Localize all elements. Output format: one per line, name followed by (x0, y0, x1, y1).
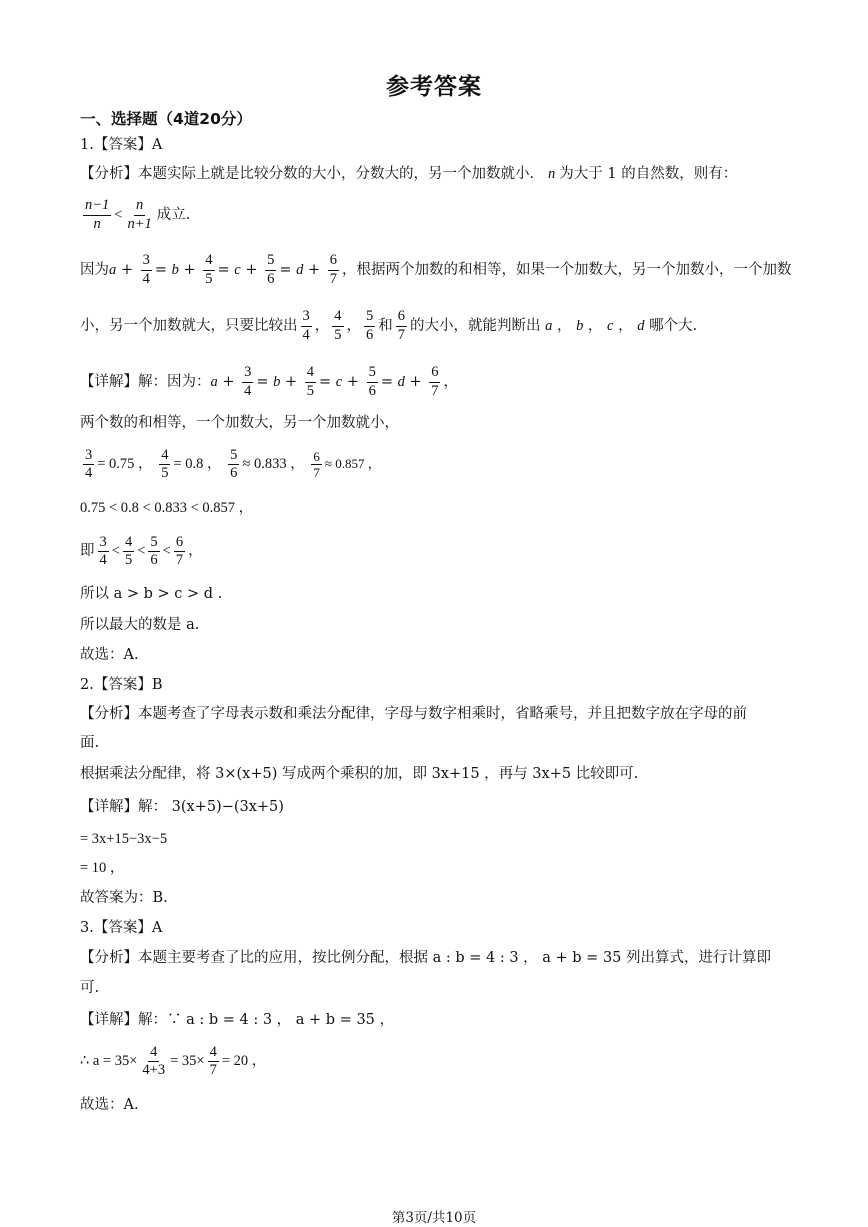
q1-inequality: $\frac{n-1}{n}$ < $\frac{n}{n+1}$ 成立. (85, 197, 191, 232)
q2-choice: 故答案为：B. (80, 890, 168, 906)
q1-detail: 【详解】解：因为：a + $\frac{3}{4}$ = b + $\frac{4}{5}$ = c + $\frac{5}{6}$ = d + $\frac{6}{7}$ ， (80, 364, 458, 399)
q1-analysis: 【分析】本题实际上就是比较分数的大小，分数大的，另一个加数就小． n 为大于 1 的自然数，则有： (80, 166, 738, 182)
q3-analysis-2: 可. (80, 980, 100, 996)
q1-approximations: $\frac{3}{4}$ = 0.75 ， $\frac{4}{5}$ = 0.8 ， $\frac{5}{6}$ ≈ 0.833 ， $\frac{6}{7}$ ≈ 0.857 ， (85, 446, 381, 482)
q3-detail-1: 【详解】解：∵ a : b = 4 : 3 ， a + b = 35 ， (80, 1012, 395, 1028)
q1-max: 所以最大的数是 a. (80, 617, 200, 633)
q1-decimal-order: 0.75 < 0.8 < 0.833 < 0.857 ， (80, 500, 254, 516)
q1-compare-line: 小，另一个加数就大，只要比较出 $\frac{3}{4}$ ， $\frac{4}{5}$ ， $\frac{5}{6}$ 和 $\frac{6}{7}$ 的大小，就能判断出 a ， b ， c ， d 哪个大. (80, 308, 698, 343)
q1-choice: 故选：A. (80, 647, 139, 663)
q2-analysis-1: 【分析】本题考查了字母表示数和乘法分配律，字母与数字相乘时，省略乘号，并且把数字放在字母的前 (80, 706, 747, 722)
q2-analysis-3: 根据乘法分配律，将 3×(x+5) 写成两个乘积的加，即 3x+15 ，再与 3x+5 比较即可. (80, 766, 639, 782)
q3-choice: 故选：A. (80, 1097, 139, 1113)
q3-calculation: ∴ a = 35× $\frac{4}{4+3}$ = 35× $\frac{4}{7}$ = 20 ， (80, 1043, 267, 1079)
q1-because-line: 因为a + $\frac{3}{4}$ = b + $\frac{4}{5}$ = c + $\frac{5}{6}$ = d + $\frac{6}{7}$ ，根据两个加数的和相等，如果一个加数大，另一个加数小，一个加数 (80, 252, 792, 287)
q1-answer: 1.【答案】A (80, 137, 163, 153)
q2-detail-2: = 3x+15−3x−5 (80, 831, 168, 847)
q1-fraction-order: 即 $\frac{3}{4}$ < $\frac{4}{5}$ < $\frac{5}{6}$ < $\frac{6}{7}$ ， (80, 533, 203, 569)
q2-analysis-2: 面. (80, 735, 100, 751)
q2-detail-3: = 10 ， (80, 860, 125, 876)
q3-answer: 3.【答案】A (80, 920, 163, 936)
q2-detail-1: 【详解】解： 3(x+5)−(3x+5) (80, 799, 284, 815)
q2-answer: 2.【答案】B (80, 677, 163, 693)
q1-detail-line2: 两个数的和相等，一个加数大，另一个加数就小， (80, 415, 399, 431)
page-title: 参考答案 (386, 74, 482, 100)
q1-order: 所以 a > b > c > d . (80, 586, 223, 602)
section-heading: 一、选择题（4道20分） (80, 110, 252, 128)
q3-analysis-1: 【分析】本题主要考查了比的应用，按比例分配，根据 a : b = 4 : 3 ， a + b = 35 列出算式，进行计算即 (80, 950, 771, 966)
page-footer: 第3页/共10页 (391, 1210, 477, 1226)
